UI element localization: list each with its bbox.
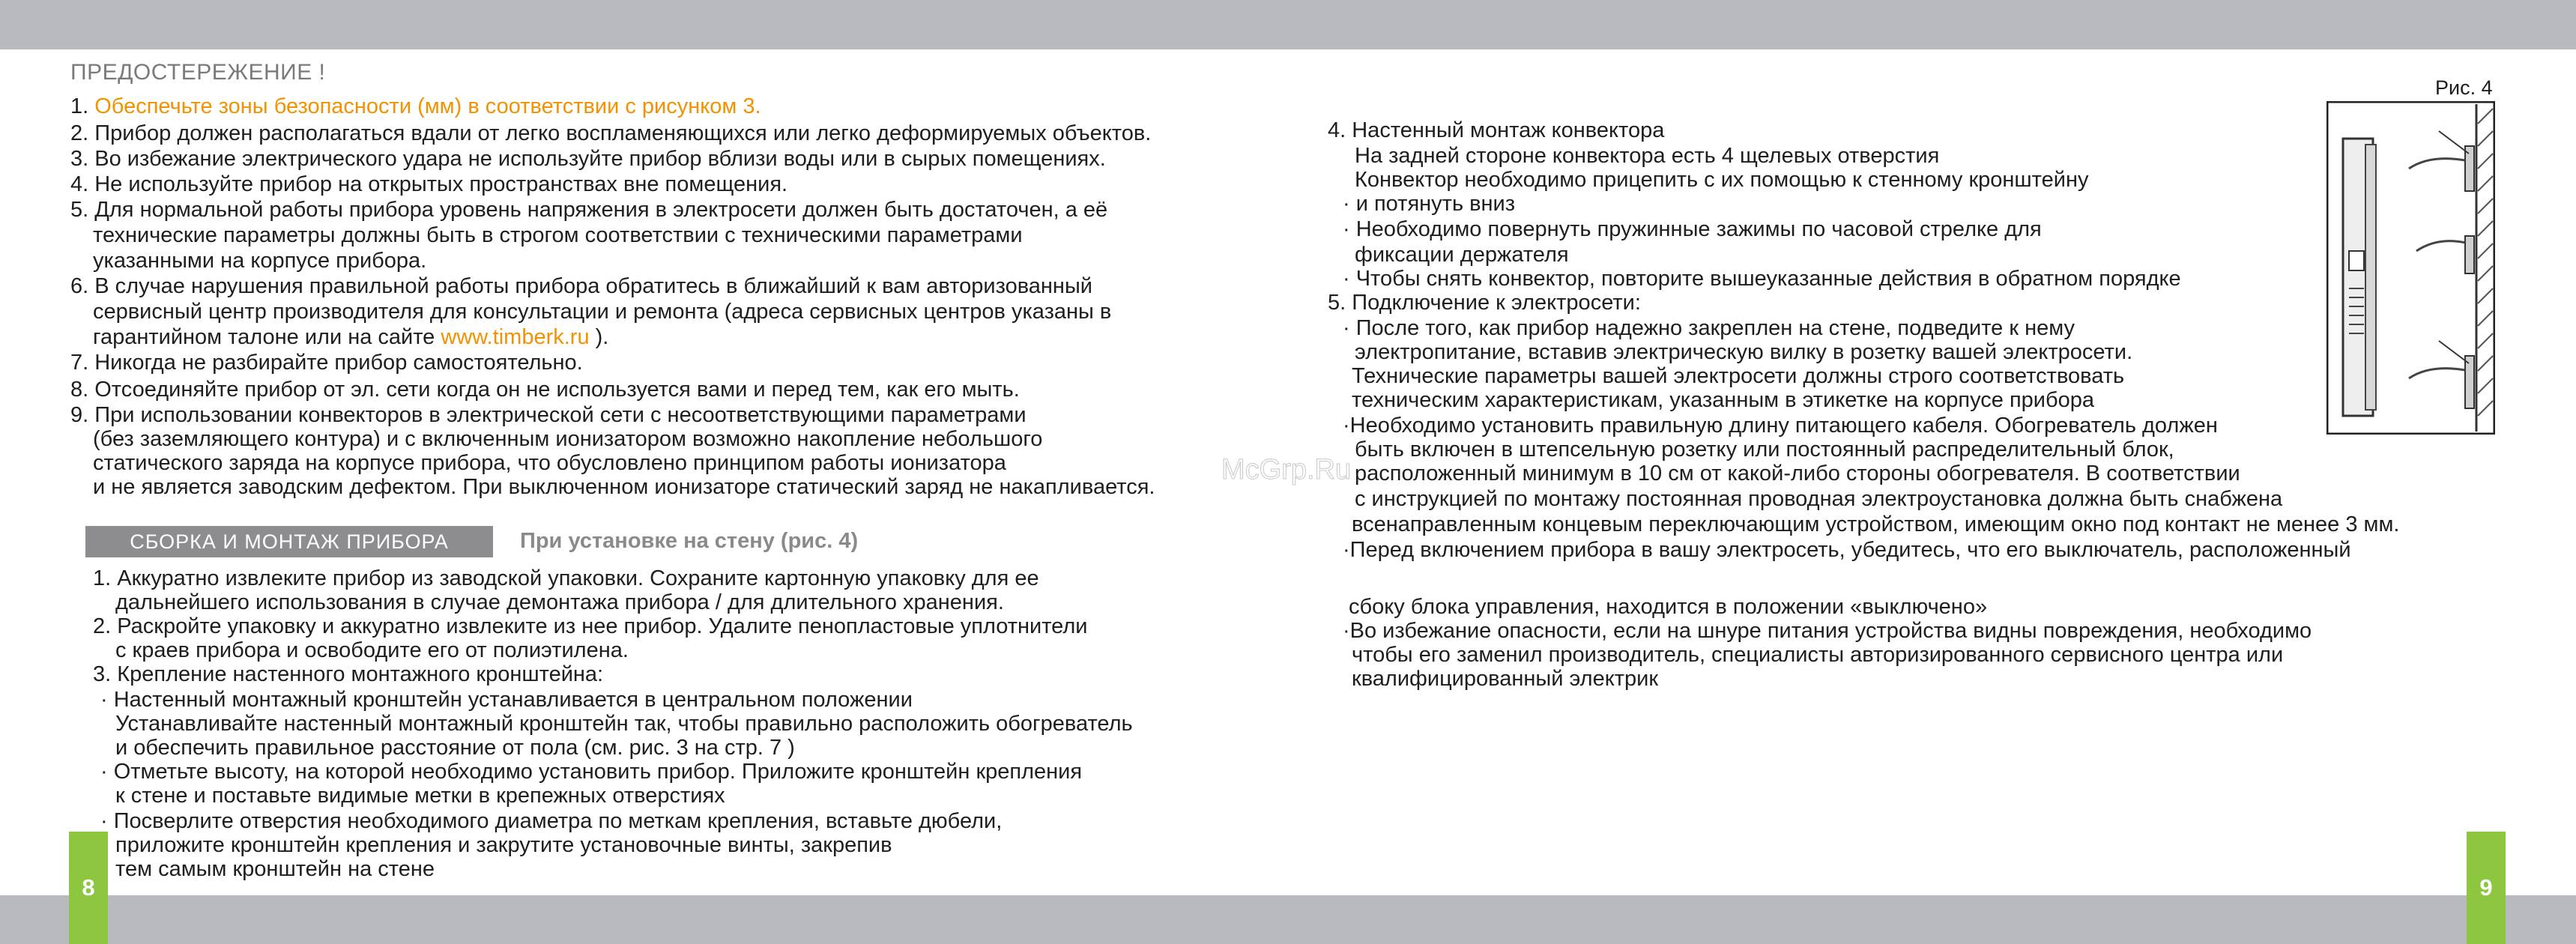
assembly-line: и обеспечить правильное расстояние от пола (см. рис. 3 на стр. 7 )	[115, 736, 795, 760]
figure-label: Рис. 4	[2435, 76, 2493, 99]
assembly-line: к стене и поставьте видимые метки в крепежных отверстиях	[115, 784, 725, 808]
warning-line: 5. Для нормальной работы прибора уровень напряжения в электросети должен быть достаточен, а её	[70, 198, 1108, 222]
right-line: фиксации держателя	[1355, 243, 1569, 267]
right-line: сбоку блока управления, находится в положении «выключено»	[1349, 595, 1988, 619]
assembly-line: · Отметьте высоту, на которой необходимо установить прибор. Приложите кронштейн крепления	[100, 760, 1083, 784]
right-line: электропитание, вставив электрическую вилку в розетку вашей электросети.	[1355, 340, 2133, 364]
assembly-line: 3. Крепление настенного монтажного кронштейна:	[93, 662, 604, 686]
page-number-left: 8	[69, 832, 108, 944]
assembly-line: тем самым кронштейн на стене	[115, 857, 435, 881]
warning-item-1-highlight: Обеспечьте зоны безопасности (мм) в соответствии с рисунком 3.	[94, 94, 761, 118]
assembly-line: дальнейшего использования в случае демонтажа прибора / для длительного хранения.	[115, 590, 1004, 614]
right-line: · и потянуть вниз	[1343, 192, 1516, 216]
wall-mount-figure	[2326, 101, 2495, 435]
website-link[interactable]: www.timberk.ru	[441, 325, 590, 349]
right-line: 5. Подключение к электросети:	[1328, 291, 1641, 315]
warning-title: ПРЕДОСТЕРЕЖЕНИЕ !	[70, 60, 326, 85]
right-line: расположенный минимум в 10 см от какой-либо стороны обогревателя. В соответствии	[1355, 462, 2240, 485]
right-line: ·Перед включением прибора в вашу электросеть, убедитесь, что его выключатель, расположенный	[1343, 538, 2351, 562]
bottom-band	[0, 895, 2576, 944]
warning-line: 2. Прибор должен располагаться вдали от легко воспламеняющихся или легко деформируемых объектов.	[70, 121, 1152, 145]
warning-line: сервисный центр производителя для консультации и ремонта (адреса сервисных центров указаны в	[93, 300, 1112, 324]
assembly-line: 1. Аккуратно извлеките прибор из заводской упаковки. Сохраните картонную упаковку для ее	[93, 566, 1039, 590]
right-line: квалифицированный электрик	[1352, 667, 1659, 691]
right-line: · Чтобы снять конвектор, повторите вышеуказанные действия в обратном порядке	[1343, 267, 2181, 291]
page-number-right: 9	[2467, 832, 2506, 944]
warning-line: указанными на корпусе прибора.	[93, 249, 427, 273]
assembly-line: · Посверлите отверстия необходимого диаметра по меткам крепления, вставьте дюбели,	[100, 809, 1003, 833]
warning-line: 9. При использовании конвекторов в электрической сети с несоответствующими параметрами	[70, 403, 1027, 427]
warning-line: (без заземляющего контура) и с включенным ионизатором возможно накопление небольшого	[93, 427, 1043, 451]
assembly-line: · Настенный монтажный кронштейн устанавливается в центральном положении	[100, 688, 913, 712]
right-line: техническим характеристикам, указанным в этикетке на корпусе прибора	[1352, 388, 2094, 412]
section-subtitle: При установке на стену (рис. 4)	[520, 529, 859, 553]
right-line: · Необходимо повернуть пружинные зажимы по часовой стрелке для	[1343, 217, 2042, 241]
right-line: быть включен в штепсельную розетку или постоянный распределительный блок,	[1355, 438, 2174, 462]
warning-line: 6. В случае нарушения правильной работы прибора обратитесь в ближайший к вам авторизованный	[70, 274, 1092, 298]
section-title-assembly: СБОРКА И МОНТАЖ ПРИБОРА	[85, 526, 493, 557]
assembly-line: 2. Раскройте упаковку и аккуратно извлеките из нее прибор. Удалите пенопластовые уплотнители	[93, 614, 1088, 638]
warning-line: 7. Никогда не разбирайте прибор самостоятельно.	[70, 351, 583, 375]
warning-line: 4. Не используйте прибор на открытых пространствах вне помещения.	[70, 172, 788, 196]
assembly-line: с краев прибора и освободите его от полиэтилена.	[115, 638, 629, 662]
warning-line: статического заряда на корпусе прибора, что обусловлено принципом работы ионизатора	[93, 451, 1006, 475]
right-line: На задней стороне конвектора есть 4 щелевых отверстия	[1355, 144, 1940, 168]
warning-line: 3. Во избежание электрического удара не используйте прибор вблизи воды или в сырых помещениях.	[70, 147, 1106, 171]
right-line: ·Во избежание опасности, если на шнуре питания устройства видны повреждения, необходимо	[1343, 619, 2312, 643]
warning-item-1: 1. Обеспечьте зоны безопасности (мм) в соответствии с рисунком 3.	[70, 94, 761, 118]
warning-line: технические параметры должны быть в строгом соответствии с техническими параметрами	[93, 223, 1023, 247]
warning-line: и не является заводским дефектом. При выключенном ионизаторе статический заряд не накапливается.	[93, 475, 1155, 499]
watermark: McGrp.Ru	[1221, 454, 1352, 485]
right-line: с инструкцией по монтажу постоянная проводная электроустановка должна быть снабжена	[1355, 487, 2283, 511]
right-line: всенаправленным концевым переключающим устройством, имеющим окно под контакт не менее 3 мм.	[1352, 512, 2400, 536]
right-line: 4. Настенный монтаж конвектора	[1328, 118, 1665, 142]
assembly-line: приложите кронштейн крепления и закрутите установочные винты, закрепив	[115, 833, 892, 857]
right-line: ·Необходимо установить правильную длину питающего кабеля. Обогреватель должен	[1343, 414, 2218, 438]
right-line: чтобы его заменил производитель, специалисты авторизированного сервисного центра или	[1352, 643, 2284, 667]
right-line: Конвектор необходимо прицепить с их помощью к стенному кронштейну	[1355, 168, 2089, 192]
right-line: Технические параметры вашей электросети должны строго соответствовать	[1352, 364, 2125, 388]
top-band	[0, 0, 2576, 49]
warning-line: 8. Отсоединяйте прибор от эл. сети когда он не используется вами и перед тем, как его мыть.	[70, 378, 1020, 402]
assembly-line: Устанавливайте настенный монтажный кронштейн так, чтобы правильно расположить обогреватель	[115, 712, 1133, 736]
right-line: · После того, как прибор надежно закреплен на стене, подведите к нему	[1343, 316, 2075, 340]
warning-item-6-site: гарантийном талоне или на сайте www.timberk.ru ).	[93, 325, 609, 349]
